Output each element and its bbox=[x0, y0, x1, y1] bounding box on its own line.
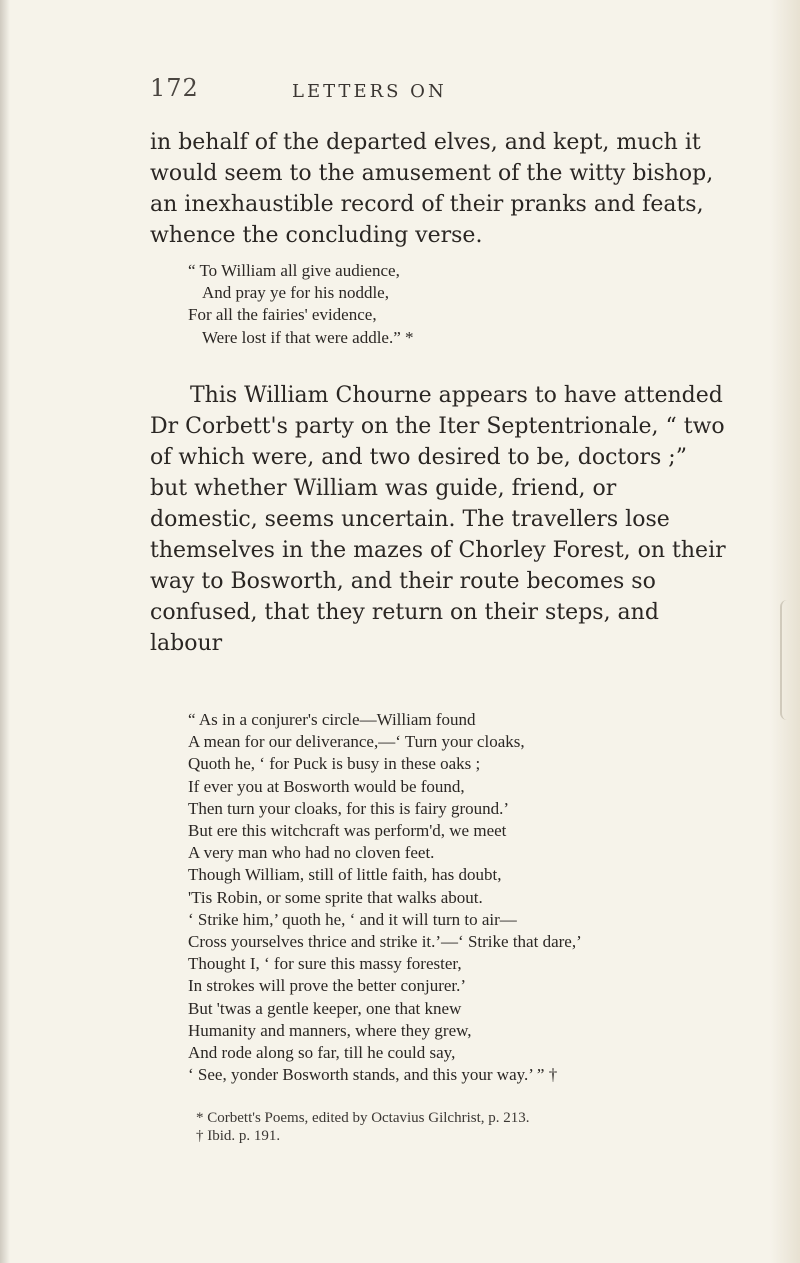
paper-stain bbox=[780, 600, 794, 720]
page-number: 172 bbox=[150, 74, 199, 102]
verse-line: If ever you at Bosworth would be found, bbox=[188, 776, 465, 796]
verse-line: And rode along so far, till he could say, bbox=[188, 1043, 456, 1063]
verse-line: 'Tis Robin, or some sprite that walks about. bbox=[188, 887, 483, 907]
verse-line: “ To William all give audience, bbox=[188, 261, 400, 280]
verse-line: A very man who had no cloven feet. bbox=[188, 843, 435, 863]
page-header bbox=[150, 74, 710, 124]
verse-block-2 bbox=[188, 709, 748, 1086]
verse-line: Quoth he, ‘ for Puck is busy in these oaks ; bbox=[188, 754, 481, 774]
verse-line: Though William, still of little faith, has doubt, bbox=[188, 865, 502, 885]
verse-line: In strokes will prove the better conjurer.’ bbox=[188, 976, 467, 996]
verse-line: And pray ye for his noddle, bbox=[202, 283, 389, 303]
verse-line: A mean for our deliverance,—‘ Turn your cloaks, bbox=[188, 732, 525, 752]
verse-line: Cross yourselves thrice and strike it.’—‘ Strike that dare,’ bbox=[188, 932, 582, 952]
verse-line: “ As in a conjurer's circle—William found bbox=[188, 710, 476, 729]
footnote-1: * Corbett's Poems, edited by Octavius Gilchrist, p. 213. bbox=[196, 1110, 530, 1126]
verse-line: For all the fairies' evidence, bbox=[188, 305, 377, 325]
paragraph-1: in behalf of the departed elves, and kept, much it would seem to the amusement of the witty bishop, an inexhaustible record of their pranks and feats, whence the concluding verse. bbox=[150, 130, 714, 248]
verse-line: ‘ See, yonder Bosworth stands, and this your way.’ ” † bbox=[188, 1065, 558, 1085]
verse-line: But ere this witchcraft was perform'd, we meet bbox=[188, 821, 507, 841]
page-edge-shadow-left bbox=[0, 0, 10, 1263]
verse-line: ‘ Strike him,’ quoth he, ‘ and it will turn to air— bbox=[188, 909, 517, 929]
paragraph-2: This William Chourne appears to have attended Dr Corbett's party on the Iter Septentrionale, “ two of which were, and two desired to be, doctors ;” but whether William was guide, friend, or domestic, seems uncertain. The travellers lose themselves in the mazes of Chorley Forest, on their way to Bosworth, and their route becomes so confused, that they return on their steps, and labour bbox=[150, 383, 726, 656]
footnote-2: † Ibid. p. 191. bbox=[196, 1128, 281, 1144]
verse-line: Thought I, ‘ for sure this massy forester, bbox=[188, 954, 462, 974]
verse-line: Were lost if that were addle.” * bbox=[202, 327, 414, 347]
running-head: LETTERS ON bbox=[292, 81, 447, 102]
verse-block-1 bbox=[188, 260, 748, 349]
verse-line: But 'twas a gentle keeper, one that knew bbox=[188, 998, 462, 1018]
verse-line: Then turn your cloaks, for this is fairy ground.’ bbox=[188, 798, 510, 818]
footnotes bbox=[196, 1109, 736, 1145]
verse-line: Humanity and manners, where they grew, bbox=[188, 1020, 472, 1040]
